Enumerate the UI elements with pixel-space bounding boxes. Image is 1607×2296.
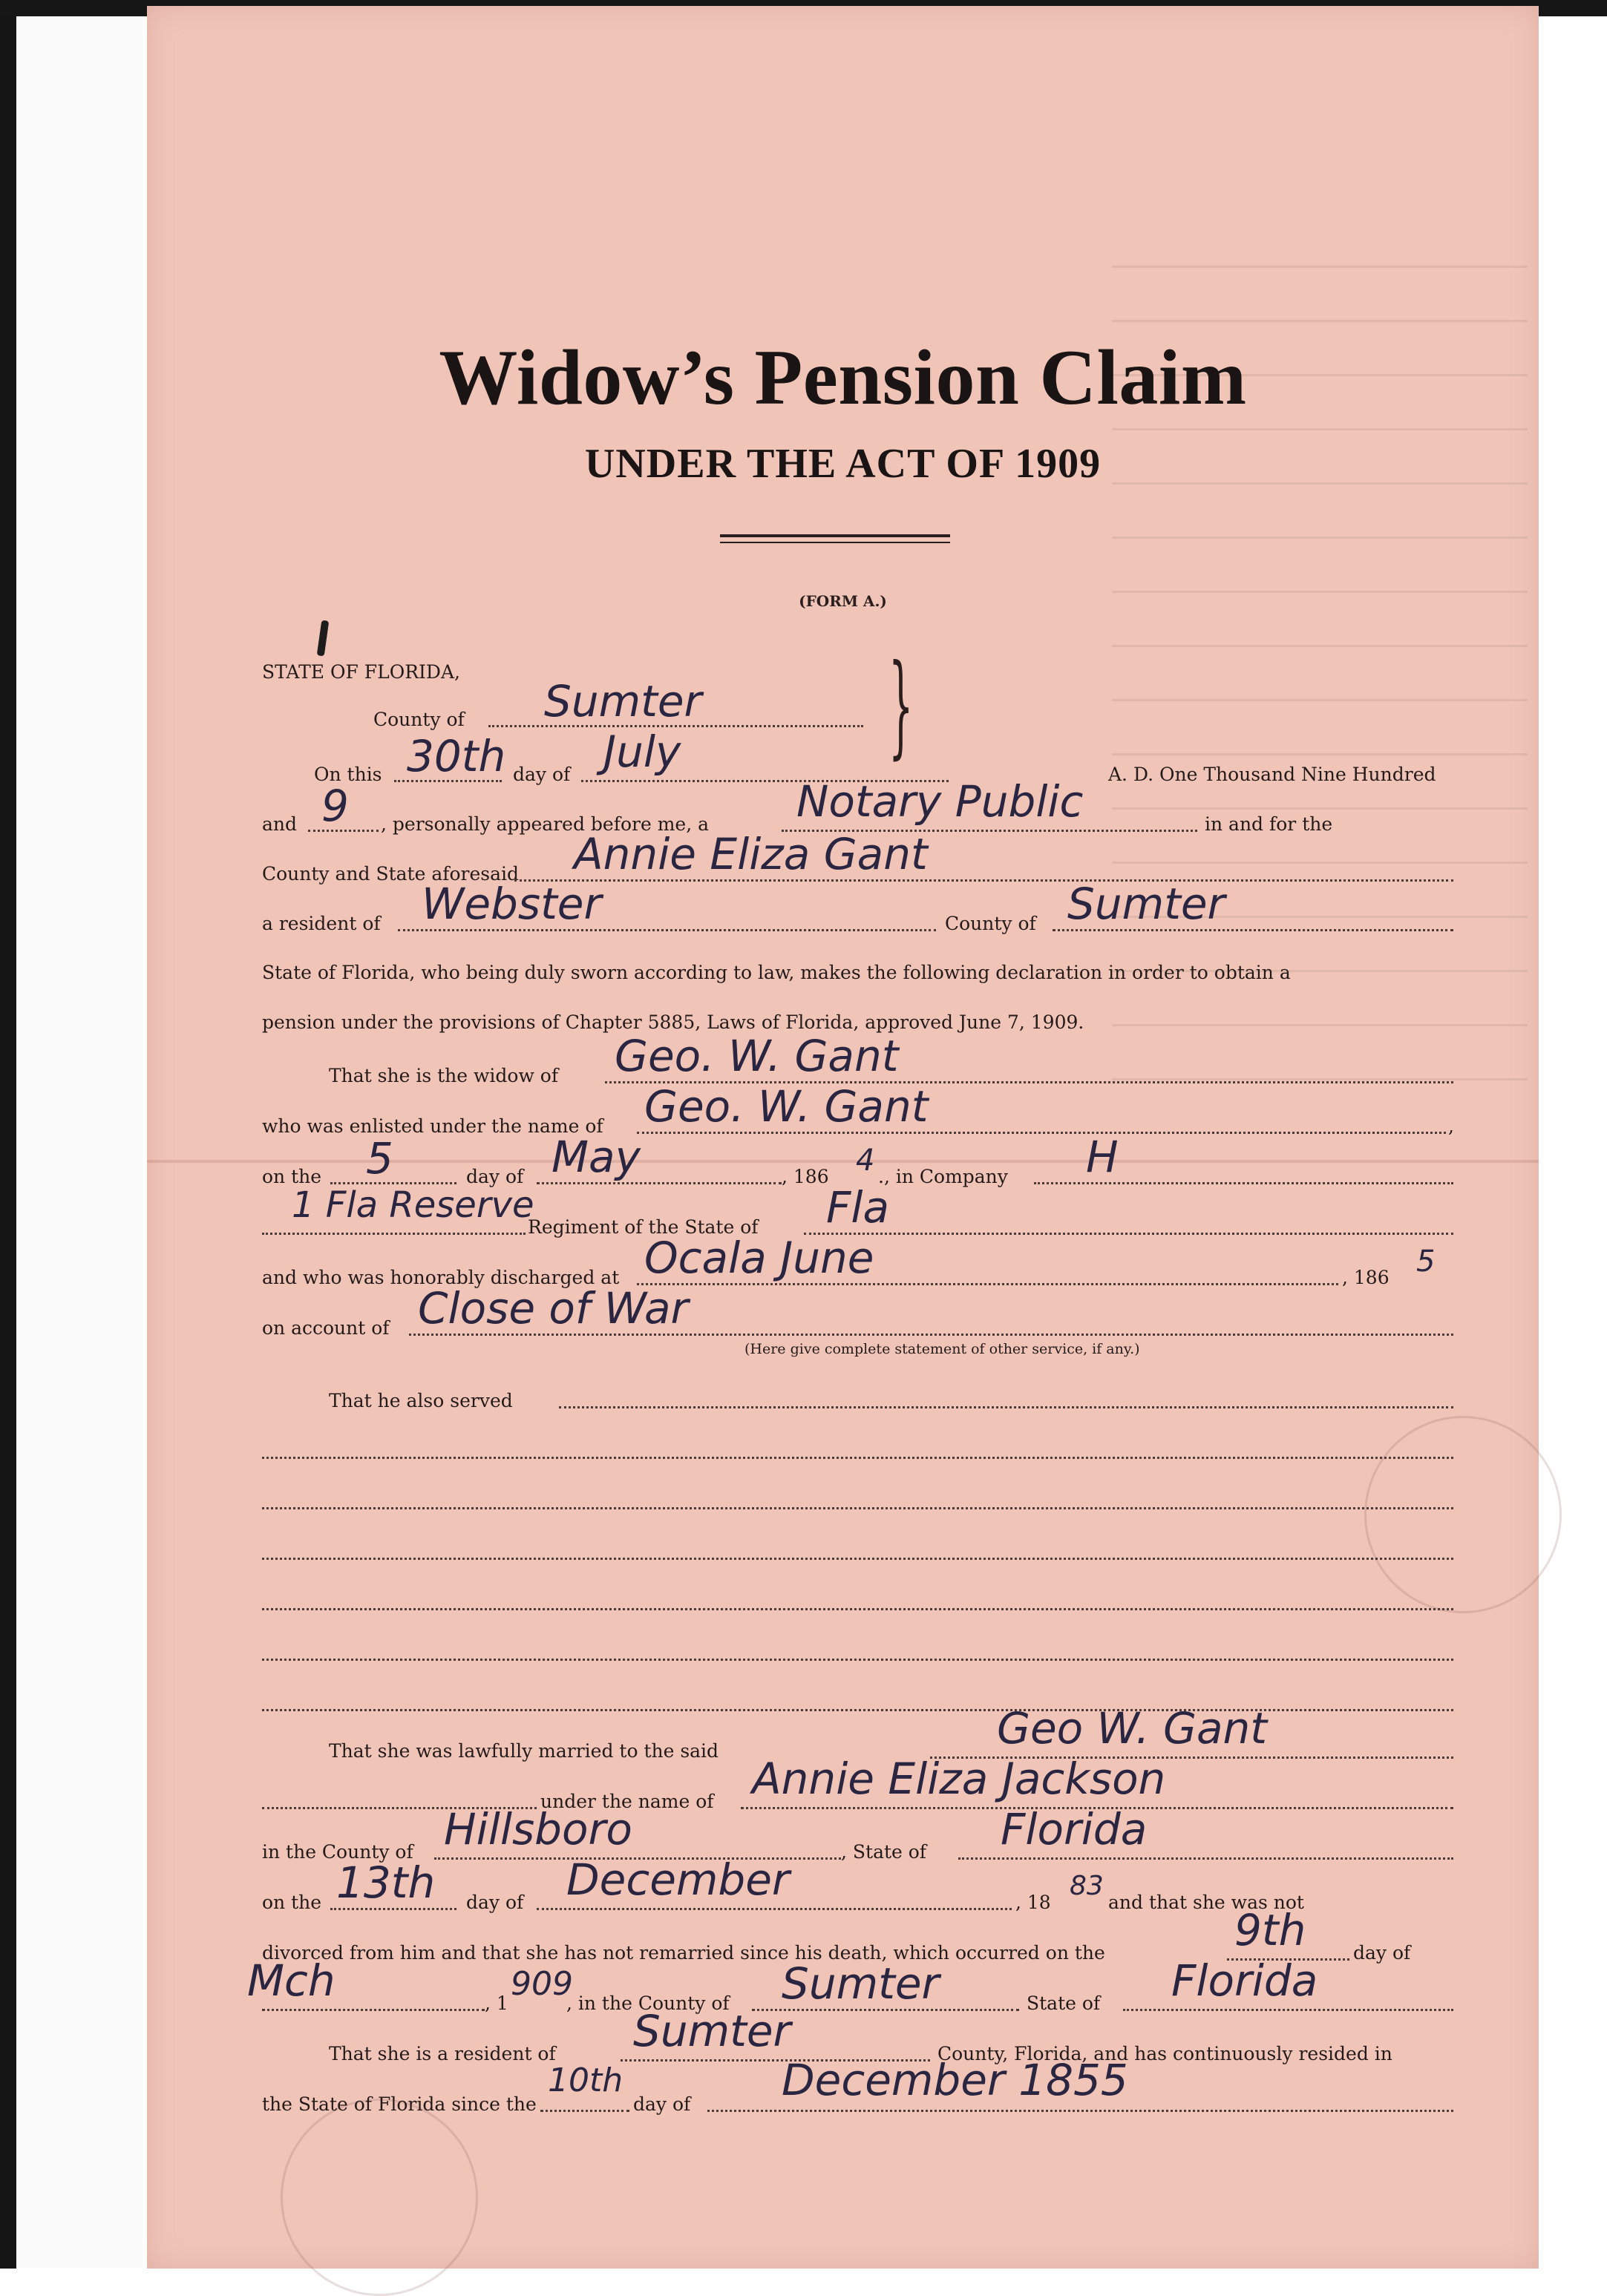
marriage-line-1: That she was lawfully married to the said Geo W. Gant xyxy=(262,1736,1457,1766)
county-label: County of xyxy=(373,709,465,730)
page-subtitle: UNDER THE ACT OF 1909 xyxy=(584,441,1102,487)
hw-venue-county: Sumter xyxy=(544,676,702,726)
intro-line-4: a resident of Webster County of Sumter xyxy=(262,909,1457,939)
pen-mark xyxy=(317,620,330,657)
service-line-2: who was enlisted under the name of Geo. W. Gant , xyxy=(262,1081,1454,1137)
hw-enlist-year: 4 xyxy=(856,1144,875,1178)
fill-line xyxy=(537,1908,1012,1910)
marriage-line-2: under the name of Annie Eliza Jackson xyxy=(262,1787,1457,1817)
venue-county-line xyxy=(262,676,1457,735)
fill-line xyxy=(752,2009,1019,2011)
hw-officer: Notary Public xyxy=(796,776,1084,827)
scan-border-left xyxy=(0,16,16,2269)
also-served-line: That he also served xyxy=(262,1386,1457,1416)
hw-account: Close of War xyxy=(418,1283,689,1334)
marriage-line-3: in the County of Hillsboro , State of Florida xyxy=(262,1837,1457,1867)
hw-res-county: Sumter xyxy=(1067,879,1225,929)
hw-enlist-month: May xyxy=(552,1132,641,1182)
hw-husband: Geo. W. Gant xyxy=(615,1031,899,1081)
hw-year: 9 xyxy=(321,781,349,831)
service-line-4: 1 Fla Reserve Regiment of the State of Fla xyxy=(262,1213,1457,1242)
hw-death-year: 909 xyxy=(511,1965,573,2003)
blank-line xyxy=(262,1538,1457,1567)
blank-line xyxy=(262,1639,1457,1668)
fill-line xyxy=(540,2110,629,2112)
marriage-line-4: on the 13th day of December , 18 83 and that she was not xyxy=(262,1854,1304,1913)
hw-company: H xyxy=(1086,1132,1119,1182)
form-label: (FORM A.) xyxy=(799,592,887,610)
hw-enlisted-name: Geo. W. Gant xyxy=(644,1081,929,1132)
fill-line xyxy=(1123,2009,1453,2011)
venue-brace: } xyxy=(888,641,914,770)
document-page xyxy=(147,6,1539,2269)
hw-maiden-name: Annie Eliza Jackson xyxy=(752,1754,1166,1804)
fill-line xyxy=(958,1857,1453,1860)
page-title: Widow’s Pension Claim xyxy=(439,334,1247,421)
blank-line xyxy=(262,1689,1457,1719)
scan-margin xyxy=(16,16,143,2269)
hw-town: Webster xyxy=(422,879,602,929)
blank-line xyxy=(262,1437,1457,1466)
hw-death-month: Mch xyxy=(247,1955,336,2006)
fill-line xyxy=(398,929,936,931)
intro-line-2: and 9 , personally appeared before me, a Notary Public in and for the xyxy=(262,776,1333,835)
fill-line xyxy=(804,1233,1453,1235)
fill-line xyxy=(637,1132,1446,1134)
hw-death-county: Sumter xyxy=(782,1958,940,2009)
service-line-5: and who was honorably discharged at Ocala June , 186 5 xyxy=(262,1233,1436,1288)
blank-line xyxy=(262,1588,1457,1618)
intro-line-6: pension under the provisions of Chapter 5885, Laws of Florida, approved June 7, 1909. xyxy=(262,1011,1084,1033)
service-line-3: on the 5 day of May , 186 4 ., in Company H xyxy=(262,1162,1457,1192)
service-line-6: on account of Close of War xyxy=(262,1313,1457,1343)
hw-regiment-state: Fla xyxy=(826,1182,890,1233)
hw-day: 30th xyxy=(407,731,506,781)
fill-line xyxy=(537,1182,782,1184)
hw-death-state: Florida xyxy=(1171,1955,1318,2006)
divider xyxy=(720,534,950,537)
intro-line-1: On this 30th day of July A. D. One Thousand Nine Hundred xyxy=(314,726,1436,785)
fill-line xyxy=(707,2110,1453,2112)
service-note: (Here give complete statement of other service, if any.) xyxy=(744,1341,1140,1357)
state-label: STATE OF FLORIDA, xyxy=(262,661,460,683)
hw-res-county: Sumter xyxy=(633,2006,791,2056)
marriage-line-6: Mch , 1 909 , in the County of Sumter State of Florida xyxy=(262,1989,1457,2018)
fill-line xyxy=(559,1406,1453,1408)
hw-marriage-state: Florida xyxy=(1001,1804,1148,1854)
fill-line xyxy=(637,1283,1338,1285)
fill-line xyxy=(262,2009,485,2011)
hw-discharge: Ocala June xyxy=(644,1233,874,1283)
hw-marriage-month: December xyxy=(566,1854,790,1905)
hw-enlist-day: 5 xyxy=(366,1133,393,1184)
hw-claimant: Annie Eliza Gant xyxy=(574,829,928,879)
fill-line xyxy=(1034,1182,1453,1184)
hw-married-to: Geo W. Gant xyxy=(997,1703,1268,1754)
marriage-line-5: divorced from him and that she has not remarried since his death, which occurred on the 9th day of xyxy=(262,1905,1411,1964)
intro-line-3: County and State aforesaid Annie Eliza Gant xyxy=(262,859,1457,889)
hw-marriage-year: 83 xyxy=(1070,1871,1104,1901)
hw-since-day: 10th xyxy=(548,2062,624,2099)
hw-marriage-day: 13th xyxy=(336,1857,436,1908)
faint-seal xyxy=(281,2099,478,2296)
hw-month: July xyxy=(603,726,681,777)
fill-line xyxy=(1053,929,1453,931)
hw-marriage-county: Hillsboro xyxy=(444,1804,632,1854)
residence-line-2: the State of Florida since the 10th day of December 1855 xyxy=(262,2090,1457,2119)
hw-death-day: 9th xyxy=(1234,1905,1306,1955)
blank-line xyxy=(262,1487,1457,1517)
intro-line-5: State of Florida, who being duly sworn according to law, makes the following declaration in order to obtain a xyxy=(262,962,1291,983)
hw-discharge-year: 5 xyxy=(1416,1244,1436,1279)
hw-regiment: 1 Fla Reserve xyxy=(292,1184,534,1226)
fill-line xyxy=(262,1233,526,1235)
divider xyxy=(720,542,950,543)
service-line-1: That she is the widow of Geo. W. Gant xyxy=(262,1061,1457,1091)
venue-state-line xyxy=(262,657,1457,687)
fill-line xyxy=(514,879,1453,882)
hw-since-date: December 1855 xyxy=(782,2055,1128,2105)
residence-line-1: That she is a resident of Sumter County, Florida, and has continuously resided in xyxy=(329,2006,1392,2064)
fill-line xyxy=(330,1908,456,1910)
